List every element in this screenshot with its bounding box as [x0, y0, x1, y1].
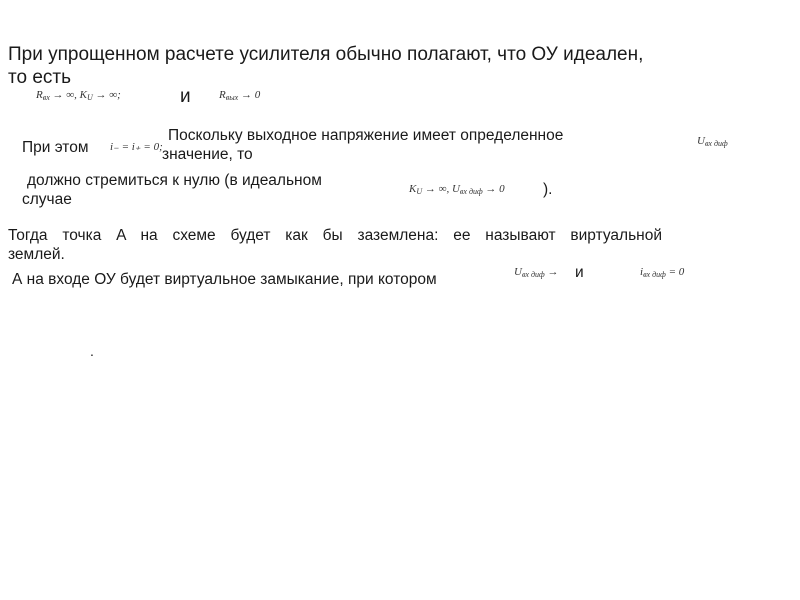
- trailing-dot: .: [90, 343, 94, 359]
- togda-line-1: Тогда точка A на схеме будет как бы заземлена: ее называют виртуальной: [8, 227, 662, 244]
- formula-input-resistance: $R_{вх}$ → ∞, $K_U$ → ∞;: [36, 89, 121, 102]
- pri-etom-text: При этом: [22, 139, 89, 156]
- intro-line-2: то есть: [8, 67, 72, 88]
- formula-gain-limit: $K_U$ → ∞, $U_{вх диф} \to 0$: [409, 183, 505, 196]
- closing-paren: ).: [543, 181, 553, 198]
- formula-u-diff-zero: $U_{вх диф}$ →: [514, 266, 559, 279]
- poskolku-line-2: значение, то: [162, 146, 253, 163]
- conjunction-and-1: и: [180, 86, 191, 107]
- togda-line-2: землей.: [8, 246, 65, 263]
- formula-output-resistance: $R_{вых} \to 0$: [219, 89, 261, 102]
- dolzhno-line-2: случае: [22, 191, 72, 208]
- virtual-short-text: А на входе ОУ будет виртуальное замыкание, при котором: [12, 271, 437, 288]
- formula-input-currents: i₋ = i₊ = 0;: [110, 141, 163, 153]
- formula-u-diff-right: $U_{вх диф}$: [697, 135, 728, 148]
- dolzhno-line-1: должно стремиться к нулю (в идеальном: [27, 172, 322, 189]
- intro-line-1: При упрощенном расчете усилителя обычно полагают, что ОУ идеален,: [8, 44, 644, 65]
- poskolku-line-1: Поскольку выходное напряжение имеет определенное: [168, 127, 564, 144]
- formula-i-diff-zero: $i_{вх диф} = 0$: [640, 266, 685, 279]
- conjunction-and-2: и: [575, 264, 584, 281]
